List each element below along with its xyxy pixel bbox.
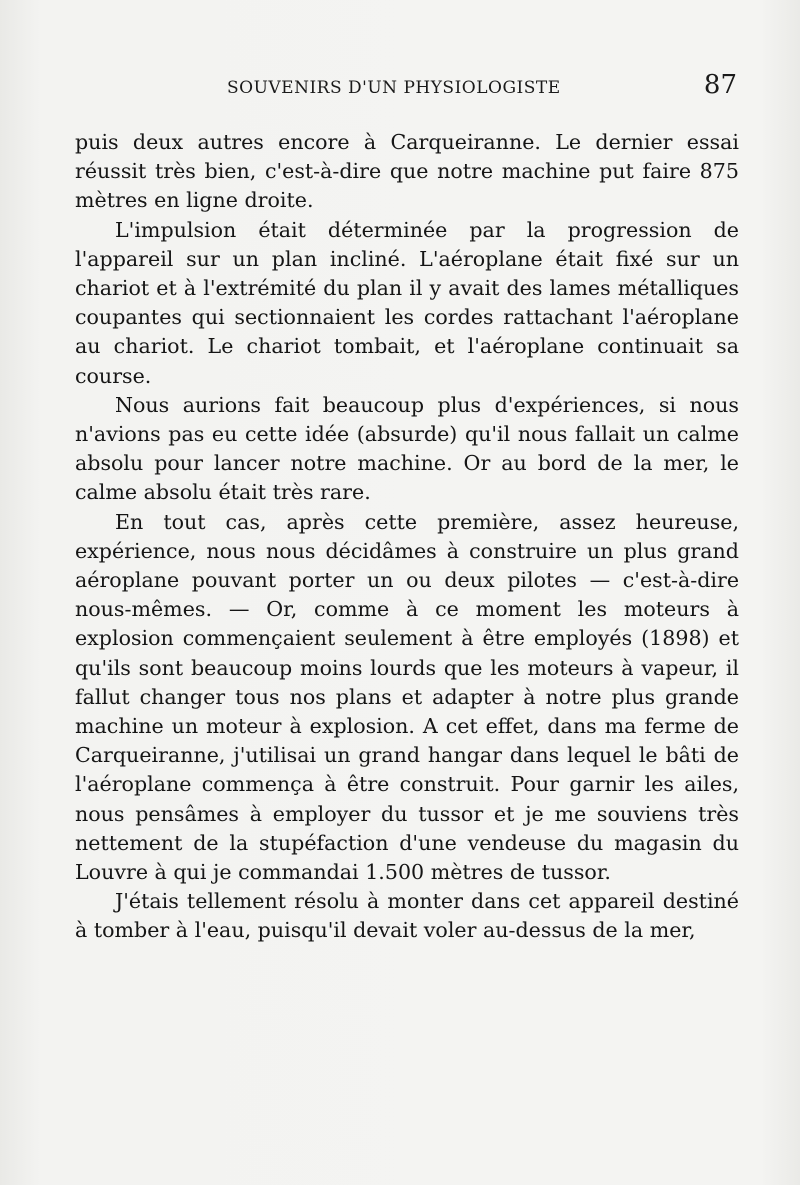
- running-head-title: SOUVENIRS D'UN PHYSIOLOGISTE: [227, 78, 561, 98]
- page-number: 87: [703, 70, 737, 100]
- paragraph-2: L'impulsion était déterminée par la progression de l'appareil sur un plan incliné. L'aéroplane était fixé sur un chariot et à l'extrémité du plan il y avait des lames métalliques coupantes qui sectionnaient les cordes rattachant l'aéroplane au chariot. Le chariot tombait, et l'aéroplane continuait sa course.: [75, 217, 739, 388]
- paragraph-4: En tout cas, après cette première, assez heureuse, expérience, nous nous décidâmes à construire un plus grand aéroplane pouvant porter un ou deux pilotes — c'est-à-dire nous-mêmes. — Or, comme à ce moment les moteurs à explosion commençaient seulement à être employés (1898) et qu'ils sont beaucoup moins lourds que les moteurs à vapeur, il fallut changer tous nos plans et adapter à notre plus grande machine un moteur à explosion. A cet effet, dans ma ferme de Carqueiranne, j'utilisai un grand hangar dans lequel le bâti de l'aéroplane commença à être construit. Pour garnir les ailes, nous pensâmes à employer du tussor et je me souviens très nettement de la stupéfaction d'une vendeuse du magasin du Louvre à qui je commandai 1.500 mètres de tussor.: [75, 509, 739, 885]
- paragraph-3: Nous aurions fait beaucoup plus d'expériences, si nous n'avions pas eu cette idée (absurde) qu'il nous fallait un calme absolu pour lancer notre machine. Or au bord de la mer, le calme absolu était très rare.: [75, 392, 739, 505]
- running-head: [75, 70, 739, 106]
- body-text: [75, 128, 739, 946]
- paragraph-5: J'étais tellement résolu à monter dans cet appareil destiné à tomber à l'eau, puisqu'il devait voler au-dessus de la mer,: [75, 889, 739, 943]
- paragraph-1: puis deux autres encore à Carqueiranne. Le dernier essai réussit très bien, c'est-à-dire que notre machine put faire 875 mètres en ligne droite.: [75, 130, 739, 213]
